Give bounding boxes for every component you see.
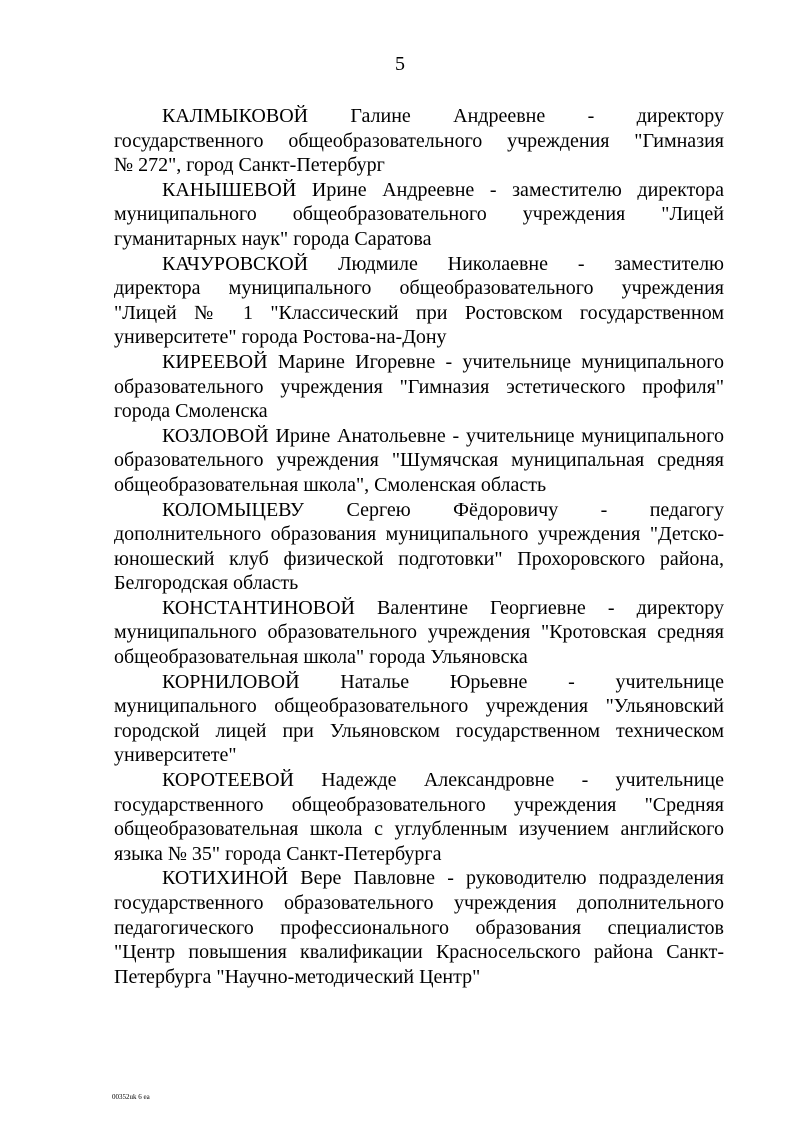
entry-text-line: юношеский клуб физической подготовки" Прохоровского района, bbox=[114, 547, 724, 570]
entry-text-line: гуманитарных наук" города Саратова bbox=[114, 227, 432, 250]
entry-heading-line: КИРЕЕВОЙ Марине Игоревне - учительнице муниципального bbox=[162, 350, 724, 373]
entry-text-line: университете" bbox=[114, 744, 237, 767]
entry-text-line: языка № 35" города Санкт-Петербурга bbox=[114, 842, 442, 865]
entry-heading-line: КАЛМЫКОВОЙ Галине Андреевне - директору bbox=[162, 105, 724, 127]
entry-text-line: муниципального образовательного учреждения "Кротовская средняя bbox=[114, 621, 724, 644]
entry-text-line: директора муниципального общеобразовательного учреждения bbox=[114, 277, 724, 300]
entry-text-line: университете" города Ростова-на-Дону bbox=[114, 326, 447, 349]
list-item bbox=[114, 424, 724, 498]
entry-heading-line: КОЛОМЫЦЕВУ Сергею Фёдоровичу - педагогу bbox=[162, 498, 724, 521]
entry-text-line: города Смоленска bbox=[114, 400, 268, 423]
entry-text-line: общеобразовательная школа", Смоленская область bbox=[114, 473, 547, 496]
entry-heading-line: КОРНИЛОВОЙ Наталье Юрьевне - учительнице bbox=[162, 670, 724, 693]
entry-heading-line: КОЗЛОВОЙ Ирине Анатольевне - учительнице муниципального bbox=[162, 424, 724, 447]
entry-text-line: образовательного учреждения "Гимназия эстетического профиля" bbox=[114, 375, 724, 398]
entry-heading-line: КАЧУРОВСКОЙ Людмиле Николаевне - заместителю bbox=[162, 252, 724, 275]
entry-text-line: "Лицей № 1 "Классический при Ростовском государственном bbox=[114, 301, 724, 324]
page-number: 5 bbox=[395, 53, 405, 75]
list-item bbox=[114, 498, 724, 596]
entry-text-line: дополнительного образования муниципального учреждения "Детско- bbox=[114, 523, 724, 546]
entry-heading-line: КАНЫШЕВОЙ Ирине Андреевне - заместителю директора bbox=[162, 178, 724, 201]
list-item bbox=[114, 768, 724, 866]
entry-text-line: государственного образовательного учреждения дополнительного bbox=[114, 892, 724, 914]
entry-text-line: "Центр повышения квалификации Красносельского района Санкт- bbox=[114, 941, 724, 964]
list-item bbox=[114, 252, 724, 350]
list-item bbox=[114, 104, 724, 178]
entry-text-line: государственного общеобразовательного учреждения "Средняя bbox=[114, 793, 724, 816]
list-item bbox=[114, 670, 724, 768]
entry-text-line: № 272", город Санкт-Петербург bbox=[114, 154, 385, 177]
entry-heading-line: КОТИХИНОЙ Вере Павловне - руководителю подразделения bbox=[162, 867, 724, 890]
entry-text-line: муниципального общеобразовательного учреждения "Лицей bbox=[114, 203, 724, 226]
list-item bbox=[114, 866, 724, 989]
entry-text-line: общеобразовательная школа с углубленным изучением английского bbox=[114, 818, 724, 841]
entry-text-line: общеобразовательная школа" города Ульяновска bbox=[114, 646, 528, 669]
list-item bbox=[114, 596, 724, 670]
entry-text-line: образовательного учреждения "Шумячская муниципальная средняя bbox=[114, 449, 724, 472]
entry-heading-line: КОНСТАНТИНОВОЙ Валентине Георгиевне - директору bbox=[162, 596, 724, 619]
entry-heading-line: КОРОТЕЕВОЙ Надежде Александровне - учительнице bbox=[162, 769, 724, 792]
list-item bbox=[114, 178, 724, 252]
entry-text-line: педагогического профессионального образования специалистов bbox=[114, 916, 724, 939]
entry-text-line: городской лицей при Ульяновском государственном техническом bbox=[114, 719, 724, 742]
entry-text-line: государственного общеобразовательного учреждения "Гимназия bbox=[114, 129, 724, 152]
award-list bbox=[114, 104, 724, 989]
entry-text-line: муниципального общеобразовательного учреждения "Ульяновский bbox=[114, 695, 724, 718]
entry-text-line: Белгородская область bbox=[114, 572, 299, 595]
entry-text-line: Петербурга "Научно-методический Центр" bbox=[114, 965, 481, 988]
footer-document-code: 00352uk 6 ea bbox=[112, 1093, 150, 1101]
list-item bbox=[114, 350, 724, 424]
